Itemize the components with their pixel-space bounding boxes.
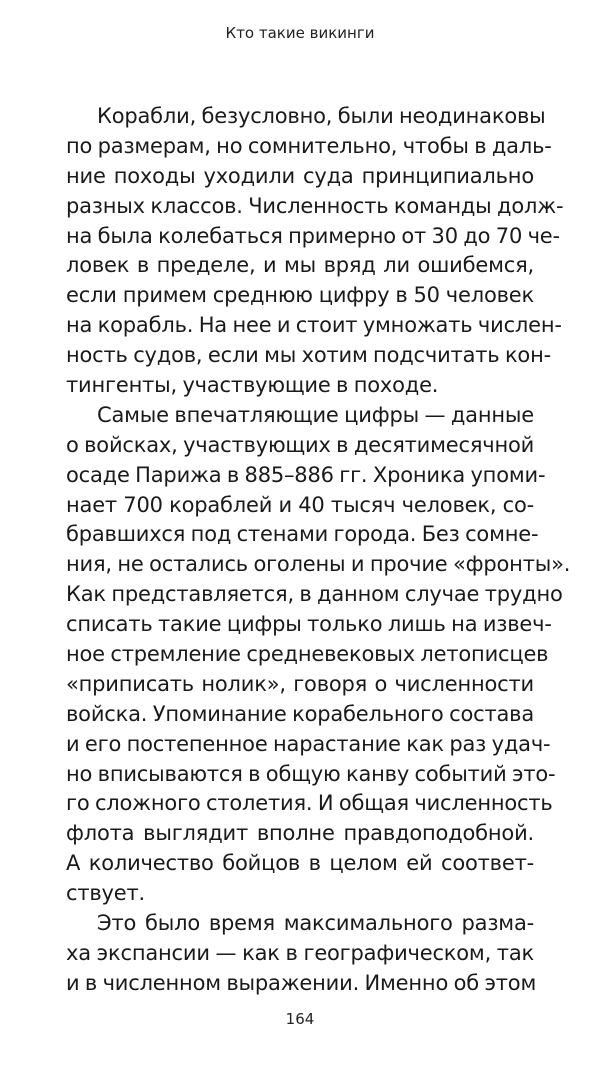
text-line: на корабль. На нее и стоит умножать числен- (66, 313, 562, 338)
text-line: Это было время максимального разма- (97, 911, 534, 936)
paragraph (66, 102, 564, 401)
text-line: разных классов. Численность команды долж- (66, 193, 564, 218)
text-line: А количество бойцов в целом ей соответ- (66, 851, 534, 876)
text-line: ха экспансии — как в географическом, так (66, 940, 534, 965)
text-line: но вписываются в общую канву событий это- (66, 761, 556, 786)
text-line: и в численном выражении. Именно об этом (66, 970, 537, 995)
text-line: ствует. (66, 881, 146, 906)
text-line: ния, не остались оголены и прочие «фронты». (66, 552, 571, 577)
text-line: «приписать нолик», говоря о численности (66, 671, 534, 696)
text-line: тингенты, участвующие в походе. (66, 373, 439, 398)
page-number: 164 (285, 1010, 315, 1028)
text-line: если примем среднюю цифру в 50 человек (66, 283, 534, 308)
text-line: на была колебаться примерно от 30 до 70 че- (66, 223, 560, 248)
page-body (66, 102, 571, 999)
text-line: ловек в пределе, и мы вряд ли ошибемся, (66, 253, 534, 278)
text-line: Корабли, безусловно, были неодинаковы (97, 104, 546, 128)
text-line: Как представляется, в данном случае трудно (66, 582, 563, 607)
text-line: бравшихся под стенами города. Без сомне- (66, 522, 539, 547)
text-line: списать такие цифры только лишь на извеч- (66, 612, 552, 637)
text-line: го сложного столетия. И общая численность (66, 791, 553, 816)
text-line: Самые впечатляющие цифры — данные (97, 402, 534, 427)
text-line: о войсках, участвующих в десятимесячной (66, 432, 535, 457)
paragraph (66, 909, 537, 999)
text-line: нает 700 кораблей и 40 тысяч человек, со- (66, 492, 534, 517)
text-line: ность судов, если мы хотим подсчитать кон- (66, 343, 551, 368)
text-line: по размерам, но сомнительно, чтобы в даль- (66, 133, 552, 158)
text-line: ное стремление средневековых летописцев (66, 642, 549, 667)
running-head: Кто такие викинги (225, 24, 375, 42)
text-line: осаде Парижа в 885–886 гг. Хроника упоми- (66, 462, 546, 487)
text-line: и его постепенное нарастание как раз удач- (66, 731, 551, 756)
paragraph (66, 401, 571, 909)
text-line: войска. Упоминание корабельного состава (66, 701, 534, 726)
text-line: флота выглядит вполне правдоподобной. (66, 821, 534, 846)
text-line: ние походы уходили суда принципиально (66, 163, 534, 188)
